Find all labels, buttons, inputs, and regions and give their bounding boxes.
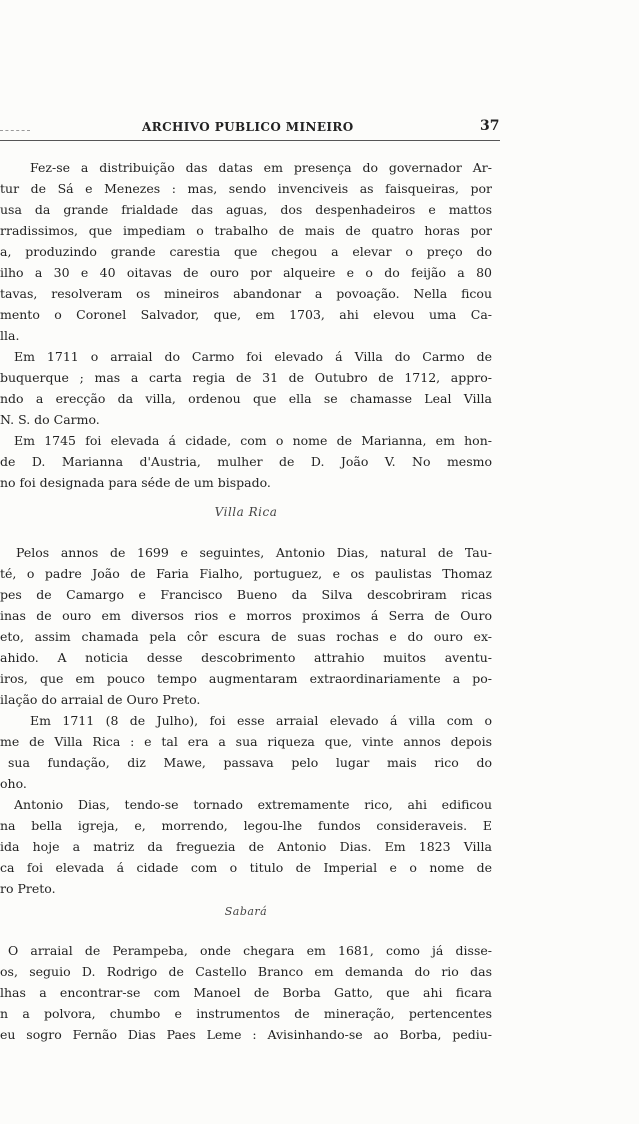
text-line: lla. <box>0 328 20 343</box>
running-header <box>0 118 500 140</box>
text-line: ilho a 30 e 40 oitavas de ouro por alqueire e o do feijão a 80 <box>0 265 492 280</box>
text-line: Em 1711 o arraial do Carmo foi elevado á Villa do Carmo de <box>14 349 492 364</box>
text-line: ilação do arraial de Ouro Preto. <box>0 692 201 707</box>
text-line: N. S. do Carmo. <box>0 412 100 427</box>
text-line: ro Preto. <box>0 881 56 896</box>
text-line: tur de Sá e Menezes : mas, sendo invenciveis as faisqueiras, por <box>0 181 492 196</box>
header-left-mark <box>0 130 30 131</box>
text-line: os, seguio D. Rodrigo de Castello Branco em demanda do rio das <box>0 964 492 979</box>
text-line: na bella igreja, e, morrendo, legou-lhe fundos consideraveis. E <box>0 818 492 833</box>
page-number: 37 <box>480 118 500 134</box>
text-line: pes de Camargo e Francisco Bueno da Silva descobriram ricas <box>0 587 492 602</box>
text-line: eu sogro Fernão Dias Paes Leme : Avisinhando-se ao Borba, pediu- <box>0 1027 492 1042</box>
text-line: Em 1711 (8 de Julho), foi esse arraial elevado á villa com o <box>30 713 492 728</box>
text-line: rradissimos, que impediam o trabalho de mais de quatro horas por <box>0 223 492 238</box>
section-heading-sabara: Sabará <box>224 905 268 918</box>
text-line: Antonio Dias, tendo-se tornado extremamente rico, ahi edificou <box>14 797 492 812</box>
text-line: Pelos annos de 1699 e seguintes, Antonio Dias, natural de Tau- <box>16 545 492 560</box>
text-line: O arraial de Perampeba, onde chegara em 1681, como já disse- <box>8 943 492 958</box>
text-line: buquerque ; mas a carta regia de 31 de Outubro de 1712, appro- <box>0 370 492 385</box>
text-line: me de Villa Rica : e tal era a sua riqueza que, vinte annos depois <box>0 734 492 749</box>
text-line: lhas a encontrar-se com Manoel de Borba Gatto, que ahi ficara <box>0 985 492 1000</box>
text-line: usa da grande frialdade das aguas, dos despenhadeiros e mattos <box>0 202 492 217</box>
text-line: Em 1745 foi elevada á cidade, com o nome de Marianna, em hon- <box>14 433 492 448</box>
running-title: ARCHIVO PUBLICO MINEIRO <box>142 120 354 134</box>
text-line: n a polvora, chumbo e instrumentos de mineração, pertencentes <box>0 1006 492 1021</box>
text-line: mento o Coronel Salvador, que, em 1703, ahi elevou uma Ca- <box>0 307 492 322</box>
text-line: té, o padre João de Faria Fialho, portuguez, e os paulistas Thomaz <box>0 566 492 581</box>
text-line: ndo a erecção da villa, ordenou que ella se chamasse Leal Villa <box>0 391 492 406</box>
section-heading-villa-rica: Villa Rica <box>214 505 278 519</box>
text-line: inas de ouro em diversos rios e morros proximos á Serra de Ouro <box>0 608 492 623</box>
text-line: a, produzindo grande carestia que chegou a elevar o preço do <box>0 244 492 259</box>
header-rule <box>0 140 500 141</box>
text-line: oho. <box>0 776 27 791</box>
text-line: ahido. A noticia desse descobrimento attrahio muitos aventu- <box>0 650 492 665</box>
text-line: ida hoje a matriz da freguezia de Antonio Dias. Em 1823 Villa <box>0 839 492 854</box>
text-line: ca foi elevada á cidade com o titulo de Imperial e o nome de <box>0 860 492 875</box>
text-line: eto, assim chamada pela côr escura de suas rochas e do ouro ex- <box>0 629 492 644</box>
text-line: iros, que em pouco tempo augmentaram extraordinariamente a po- <box>0 671 492 686</box>
text-line: Fez-se a distribuição das datas em presença do governador Ar- <box>30 160 492 175</box>
text-line: no foi designada para séde de um bispado. <box>0 475 271 490</box>
text-line: tavas, resolveram os mineiros abandonar a povoação. Nella ficou <box>0 286 492 301</box>
text-line: sua fundação, diz Mawe, passava pelo lugar mais rico do <box>8 755 492 770</box>
text-line: de D. Marianna d'Austria, mulher de D. João V. No mesmo <box>0 454 492 469</box>
